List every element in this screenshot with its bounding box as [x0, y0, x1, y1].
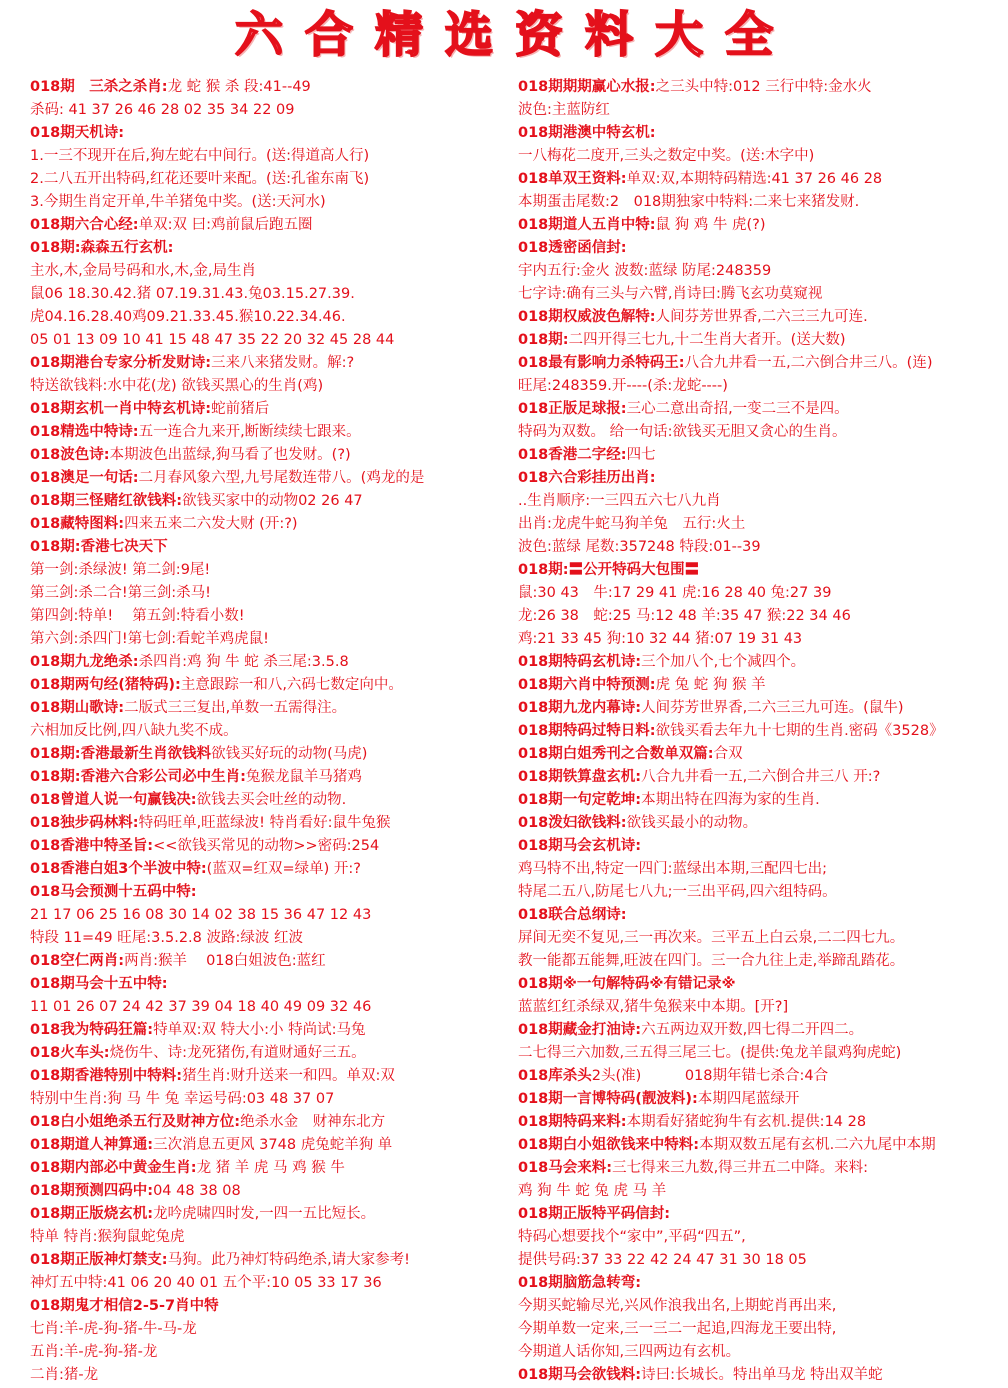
line-heading: 018期白小姐欲钱来中特料:	[518, 1137, 700, 1153]
line-heading: 018曾道人说一句赢钱决:	[30, 792, 197, 808]
text-line	[518, 375, 1008, 398]
line-text: 虎04.16.28.40鸡09.21.33.45.猴10.22.34.46.	[30, 309, 346, 325]
text-line	[518, 1111, 1008, 1134]
line-text: 七字诗:确有三头与六臂,肖诗曰:腾飞玄功莫窥视	[518, 286, 823, 302]
line-heading: 018精选中特诗:	[30, 424, 139, 440]
text-line	[30, 605, 520, 628]
title-char: 大	[655, 7, 704, 63]
line-text: 神灯五中特:41 06 20 40 01 五个平:10 05 33 17 36	[30, 1275, 382, 1291]
line-text: 11 01 26 07 24 42 37 39 04 18 40 49 09 32 46	[30, 999, 372, 1015]
text-line	[518, 1341, 1008, 1364]
line-heading: 018藏特图料:	[30, 516, 125, 532]
line-text: 特段 11=49 旺尾:3.5.2.8 波路:绿波 红波	[30, 930, 303, 946]
text-line	[30, 191, 520, 214]
line-text: 单双:双 曰:鸡前鼠后跑五圈	[138, 217, 313, 233]
line-heading: 018期天机诗:	[30, 125, 125, 141]
line-text: 四来五来二六发大财 (开:?)	[124, 516, 298, 532]
line-text: 六相加反比例,四八缺九奖不成。	[30, 723, 238, 739]
text-line	[30, 743, 520, 766]
text-line	[518, 352, 1008, 375]
line-text: 波色:蓝绿 尾数:357248 特段:01--39	[518, 539, 761, 555]
line-heading: 018期 三杀之杀肖:	[30, 79, 168, 95]
line-heading: 018期正版神灯禁支:	[30, 1252, 168, 1268]
text-line	[30, 260, 520, 283]
line-text: 龙 猪 羊 虎 马 鸡 猴 牛	[196, 1160, 345, 1176]
line-text: 波色:主蓝防红	[518, 102, 610, 118]
line-heading: 018期特码来料:	[518, 1114, 627, 1130]
line-heading: 018期马会十五中特:	[30, 976, 168, 992]
text-line	[518, 1157, 1008, 1180]
line-heading: 018期期期赢心水报:	[518, 79, 656, 95]
line-heading: 018期※一句解特码※有错记录※	[518, 976, 736, 992]
line-text: 欲钱买好玩的动物(马虎)	[211, 746, 368, 762]
text-line	[30, 1341, 520, 1364]
text-line	[30, 950, 520, 973]
text-line	[30, 1295, 520, 1318]
line-text: 绝杀水金 财神东北方	[240, 1114, 386, 1130]
text-line	[30, 99, 520, 122]
line-text: 猪生肖:财升送来一和四。单双:双	[182, 1068, 395, 1084]
line-heading: 018独步码林料:	[30, 815, 139, 831]
line-text: 本期双数五尾有玄机.二六九尾中本期	[699, 1137, 936, 1153]
line-heading: 018波色诗:	[30, 447, 110, 463]
line-text: 宇内五行:金火 波数:蓝绿 防尾:248359	[518, 263, 772, 279]
line-heading: 018期:森森五行玄机:	[30, 240, 174, 256]
line-text: <<欲钱买常见的动物>>密码:254	[153, 838, 380, 854]
text-line	[30, 1272, 520, 1295]
text-line	[518, 582, 1008, 605]
line-text: 龙:26 38 蛇:25 马:12 48 羊:35 47 猴:22 34 46	[518, 608, 851, 624]
line-text: 七肖:羊-虎-狗-猪-牛-马-龙	[30, 1321, 197, 1337]
line-heading: 018单双王资料:	[518, 171, 627, 187]
text-line	[30, 1042, 520, 1065]
text-line	[518, 904, 1008, 927]
line-text: ..生肖顺序:一三四五六七八九肖	[518, 493, 721, 509]
text-line	[30, 444, 520, 467]
text-line	[518, 1088, 1008, 1111]
text-line	[518, 490, 1008, 513]
line-heading: 018期港澳中特玄机:	[518, 125, 656, 141]
line-heading: 018期九龙绝杀:	[30, 654, 139, 670]
line-heading: 018期马会玄机诗:	[518, 838, 642, 854]
line-heading: 018联合总纲诗:	[518, 907, 627, 923]
text-line	[518, 996, 1008, 1019]
text-line	[30, 559, 520, 582]
line-text: 二月春风象六型,九号尾数连带八。(鸡龙的是	[138, 470, 425, 486]
line-heading: 018期山歌诗:	[30, 700, 125, 716]
line-text: 出肖:龙虎牛蛇马狗羊兔 五行:火土	[518, 516, 746, 532]
text-line	[30, 375, 520, 398]
text-line	[30, 306, 520, 329]
text-line	[518, 1203, 1008, 1226]
line-heading: 018期玄机一肖中特玄机诗:	[30, 401, 212, 417]
line-text: 教一能都五能舞,旺波在四门。三一合九往上走,举蹄乱踏花。	[518, 953, 905, 969]
line-heading: 018澳足一句话:	[30, 470, 139, 486]
line-heading: 018期正版特平码信封:	[518, 1206, 671, 1222]
line-text: 主水,木,金局号码和水,木,金,局生肖	[30, 263, 257, 279]
line-text: 二四开得三七九,十二生肖大者开。(送大数)	[568, 332, 846, 348]
line-text: 21 17 06 25 16 08 30 14 02 38 15 36 47 12 43	[30, 907, 372, 923]
text-line	[518, 628, 1008, 651]
line-heading: 018正版足球报:	[518, 401, 627, 417]
text-line	[30, 766, 520, 789]
line-text: 鼠06 18.30.42.猪 07.19.31.43.兔03.15.27.39.	[30, 286, 355, 302]
line-text: 特送欲钱料:水中花(龙) 欲钱买黑心的生肖(鸡)	[30, 378, 324, 394]
line-heading: 018库杀头	[518, 1068, 592, 1084]
text-line	[518, 1134, 1008, 1157]
text-line	[30, 1318, 520, 1341]
text-line	[518, 467, 1008, 490]
line-text: 第六剑:杀四门!第七剑:看蛇羊鸡虎鼠!	[30, 631, 269, 647]
line-heading: 018期港台专家分析发财诗:	[30, 355, 212, 371]
line-heading: 018空仁两肖:	[30, 953, 125, 969]
line-text: 今期买蛇输尽光,兴风作浪我出名,上期蛇肖再出来,	[518, 1298, 837, 1314]
text-line	[30, 513, 520, 536]
text-line	[518, 1019, 1008, 1042]
line-heading: 018泼妇欲钱料:	[518, 815, 627, 831]
title-char: 六	[234, 7, 283, 63]
text-line	[30, 1203, 520, 1226]
text-line	[30, 1019, 520, 1042]
line-text: 八合九井看一五,二六倒合井三八 开:?	[641, 769, 881, 785]
text-line	[518, 812, 1008, 835]
text-line	[30, 1157, 520, 1180]
text-line	[518, 927, 1008, 950]
text-line	[518, 789, 1008, 812]
text-line	[30, 1226, 520, 1249]
text-line	[518, 1226, 1008, 1249]
line-heading: 018期道人神算通:	[30, 1137, 154, 1153]
text-line	[518, 881, 1008, 904]
text-line	[518, 513, 1008, 536]
text-line	[30, 904, 520, 927]
text-line	[30, 398, 520, 421]
line-heading: 018期藏金打油诗:	[518, 1022, 642, 1038]
title-char: 精	[374, 7, 423, 63]
line-text: 人间芬芳世界香,二六三三九可连。(鼠牛)	[641, 700, 904, 716]
line-text: 鸡 狗 牛 蛇 兔 虎 马 羊	[518, 1183, 667, 1199]
line-text: 旺尾:248359.开----(杀:龙蛇----)	[518, 378, 728, 394]
text-line	[30, 582, 520, 605]
line-heading: 018期正版烧玄机:	[30, 1206, 154, 1222]
text-line	[30, 720, 520, 743]
text-line	[518, 214, 1008, 237]
title-char: 合	[304, 7, 353, 63]
line-heading: 018马会预测十五码中特:	[30, 884, 197, 900]
line-text: 第三剑:杀二合!第三剑:杀马!	[30, 585, 211, 601]
text-line	[518, 237, 1008, 260]
line-text: 二肖:猪-龙	[30, 1367, 99, 1383]
line-heading: 018期权威波色解特:	[518, 309, 656, 325]
line-text: 2头(准) 018期年错七杀合:4合	[591, 1068, 829, 1084]
text-line	[518, 191, 1008, 214]
line-text: 杀四肖:鸡 狗 牛 蛇 杀三尾:3.5.8	[138, 654, 349, 670]
line-text: 鸡马特不出,特定一四门:蓝绿出本期,三配四七出;	[518, 861, 827, 877]
line-heading: 018期三怪赌红欲钱料:	[30, 493, 183, 509]
line-heading: 018我为特码狂篇:	[30, 1022, 154, 1038]
text-line	[30, 490, 520, 513]
line-heading: 018期预测四码中:	[30, 1183, 154, 1199]
text-line	[518, 720, 1008, 743]
text-line	[30, 674, 520, 697]
text-line	[30, 697, 520, 720]
line-text: 特码为双数。 给一句话:欲钱买无胆又贪心的生肖。	[518, 424, 847, 440]
line-heading: 018期一句定乾坤:	[518, 792, 642, 808]
text-line	[518, 835, 1008, 858]
line-heading: 018火车头:	[30, 1045, 110, 1061]
line-heading: 018透密函信封:	[518, 240, 627, 256]
line-heading: 018期:	[518, 332, 569, 348]
line-heading: 018白小姐绝杀五行及财神方位:	[30, 1114, 241, 1130]
text-line	[518, 950, 1008, 973]
line-heading: 018期特码玄机诗:	[518, 654, 642, 670]
text-line	[30, 1180, 520, 1203]
text-line	[518, 1042, 1008, 1065]
line-text: 本期看好猪蛇狗牛有玄机.提供:14 28	[626, 1114, 867, 1130]
line-text: 马狗。此乃神灯特码绝杀,请大家参考!	[167, 1252, 410, 1268]
line-heading: 018期:香港最新生肖欲钱料	[30, 746, 212, 762]
line-text: 鼠 狗 鸡 牛 虎(?)	[655, 217, 766, 233]
text-line	[518, 444, 1008, 467]
line-text: 本期波色出蓝绿,狗马看了也发财。(?)	[109, 447, 351, 463]
text-line	[518, 697, 1008, 720]
text-line	[30, 858, 520, 881]
line-text: 屏间无奕不复见,三一再次来。三平五上白云泉,二二四七九。	[518, 930, 905, 946]
text-line	[518, 283, 1008, 306]
line-text: 之三头中特:012 三行中特:金水火	[655, 79, 872, 95]
line-text: 二七得三六加数,三五得三尾三七。(提供:兔龙羊鼠鸡狗虎蛇)	[518, 1045, 902, 1061]
line-heading: 018期:香港六合彩公司必中生肖:	[30, 769, 246, 785]
line-text: 05 01 13 09 10 41 15 48 47 35 22 20 32 45 28 44	[30, 332, 395, 348]
text-line	[30, 329, 520, 352]
line-text: 主意跟踪一和八,六码七数定向中。	[180, 677, 403, 693]
line-text: 本期四尾蓝绿开	[697, 1091, 800, 1107]
line-heading: 018期白姐秀刊之合数单双篇:	[518, 746, 714, 762]
line-heading: 018期:香港七决天下	[30, 539, 168, 555]
line-text: 两肖:猴羊 018白姐波色:蓝红	[124, 953, 326, 969]
text-line	[30, 927, 520, 950]
line-heading: 018期特码过特日料:	[518, 723, 656, 739]
title-char: 料	[585, 7, 634, 63]
line-text: 六五两边双开数,四七得二开四二。	[641, 1022, 864, 1038]
text-line	[518, 651, 1008, 674]
text-line	[30, 1111, 520, 1134]
line-heading: 018期六肖中特预测:	[518, 677, 656, 693]
line-heading: 018香港白姐3个半波中特:	[30, 861, 207, 877]
line-heading: 018香港二字经:	[518, 447, 627, 463]
text-line	[518, 1065, 1008, 1088]
line-heading: 018期内部必中黄金生肖:	[30, 1160, 197, 1176]
text-line	[30, 835, 520, 858]
line-heading: 018香港中特圣旨:	[30, 838, 154, 854]
line-text: 诗曰:长城长。特出单马龙 特出双羊蛇	[641, 1367, 883, 1383]
page-title	[0, 4, 1008, 70]
text-line	[518, 766, 1008, 789]
line-heading: 018期一言博特码(靓波料):	[518, 1091, 698, 1107]
line-heading: 018期六合心经:	[30, 217, 139, 233]
text-line	[30, 1134, 520, 1157]
line-text: 二版式三三复出,单数一五需得注。	[124, 700, 347, 716]
text-line	[30, 536, 520, 559]
text-line	[30, 352, 520, 375]
line-text: 三个加八个,七个减四个。	[641, 654, 806, 670]
right-column	[518, 76, 1008, 1387]
line-heading: 018期马会欲钱料:	[518, 1367, 642, 1383]
text-line	[30, 812, 520, 835]
text-line	[30, 973, 520, 996]
line-text: 04 48 38 08	[153, 1183, 241, 1199]
text-line	[518, 559, 1008, 582]
line-text: 蛇前猪后	[211, 401, 270, 417]
text-line	[518, 398, 1008, 421]
text-line	[30, 651, 520, 674]
line-text: 三来八来猪发财。解:?	[211, 355, 355, 371]
line-text: 蓝蓝红红杀绿双,猪牛兔猴来中本期。[开?]	[518, 999, 789, 1015]
text-line	[518, 1295, 1008, 1318]
line-text: 龙 蛇 猴 杀 段:41--49	[167, 79, 311, 95]
line-heading: 018最有影响力杀特码王:	[518, 355, 685, 371]
text-line	[518, 605, 1008, 628]
line-heading: 018期两句经(猪特码):	[30, 677, 181, 693]
text-line	[518, 743, 1008, 766]
text-line	[30, 881, 520, 904]
line-text: 一八梅花二度开,三头之数定中奖。(送:木字中)	[518, 148, 815, 164]
line-text: 人间芬芳世界香,二六三三九可连.	[655, 309, 868, 325]
text-line	[30, 1249, 520, 1272]
line-text: 2.二八五开出特码,红花还要叶来配。(送:孔雀东南飞)	[30, 171, 370, 187]
line-text: 特单双:双 特大小:小 特尚试:马兔	[153, 1022, 366, 1038]
line-text: 提供号码:37 33 22 42 24 47 31 30 18 05	[518, 1252, 807, 1268]
text-line	[518, 858, 1008, 881]
text-line	[518, 1318, 1008, 1341]
line-text: 今期单数一定来,三一三二一起追,四海龙王要出特,	[518, 1321, 837, 1337]
line-text: 特单 特肖:猴狗鼠蛇兔虎	[30, 1229, 185, 1245]
line-text: 特码旺单,旺蓝绿波! 特肖看好:鼠牛兔猴	[138, 815, 391, 831]
line-text: 虎 兔 蛇 狗 猴 羊	[655, 677, 766, 693]
line-text: 今期道人话你知,三四两边有玄机。	[518, 1344, 741, 1360]
line-text: 烧伤牛、诗:龙死猪伤,有道财通好三五。	[109, 1045, 366, 1061]
line-text: 第一剑:杀绿波! 第二剑:9尾!	[30, 562, 211, 578]
text-line	[518, 1364, 1008, 1387]
line-text: 鼠:30 43 牛:17 29 41 虎:16 28 40 兔:27 39	[518, 585, 832, 601]
text-line	[30, 789, 520, 812]
line-heading: 018期铁算盘玄机:	[518, 769, 642, 785]
title-char: 资	[515, 7, 564, 63]
line-heading: 018期:〓公开特码大包围〓	[518, 562, 700, 578]
text-line	[30, 214, 520, 237]
line-heading: 018期香港特别中特料:	[30, 1068, 183, 1084]
text-line	[30, 76, 520, 99]
line-text: 五一连合九来开,断断续续七跟来。	[138, 424, 361, 440]
line-text: 欲钱去买会吐丝的动物.	[196, 792, 347, 808]
line-text: 第四剑:特单! 第五剑:特看小数!	[30, 608, 245, 624]
text-line	[518, 99, 1008, 122]
text-line	[30, 421, 520, 444]
line-heading: 018六合彩挂历出肖:	[518, 470, 656, 486]
title-char: 选	[444, 7, 493, 63]
text-line	[518, 329, 1008, 352]
text-line	[30, 145, 520, 168]
line-text: 本期出特在四海为家的生肖.	[641, 792, 820, 808]
line-text: 欲钱买看去年九十七期的生肖.密码《3528》	[655, 723, 944, 739]
line-text: 鸡:21 33 45 狗:10 32 44 猪:07 19 31 43	[518, 631, 803, 647]
text-line	[518, 168, 1008, 191]
line-text: 本期蛋击尾数:2 018期独家中特料:二来七来猪发财.	[518, 194, 860, 210]
text-line	[30, 1088, 520, 1111]
text-line	[30, 283, 520, 306]
left-column	[30, 76, 520, 1387]
text-line	[518, 122, 1008, 145]
line-text: 1.一三不现开在后,狗左蛇右中间行。(送:得道高人行)	[30, 148, 370, 164]
line-text: 杀码: 41 37 26 46 28 02 35 34 22 09	[30, 102, 295, 118]
text-line	[30, 168, 520, 191]
line-text: 八合九井看一五,二六倒合井三八。(连)	[684, 355, 933, 371]
line-text: 欲钱买最小的动物。	[626, 815, 758, 831]
text-line	[30, 237, 520, 260]
text-line	[30, 1065, 520, 1088]
text-line	[518, 421, 1008, 444]
title-char: 全	[725, 7, 774, 63]
line-text: 特码心想要找个“家中”,平码“四五”,	[518, 1229, 746, 1245]
text-line	[518, 1272, 1008, 1295]
text-line	[518, 1249, 1008, 1272]
line-text: 三七得来三九数,得三井五二中降。来料:	[612, 1160, 869, 1176]
line-text: 欲钱买家中的动物02 26 47	[182, 493, 363, 509]
line-text: 三心二意出奇招,一变二三不是四。	[626, 401, 849, 417]
line-heading: 018期道人五肖中特:	[518, 217, 656, 233]
line-text: 龙吟虎啸四时发,一四一五比短长。	[153, 1206, 376, 1222]
line-text: 三次消息五更风 3748 虎兔蛇羊狗 单	[153, 1137, 393, 1153]
line-heading: 018期脑筋急转弯:	[518, 1275, 642, 1291]
line-text: 兔猴龙鼠羊马猪鸡	[245, 769, 362, 785]
line-text: 特尾二五八,防尾七八九;一三出平码,四六组特码。	[518, 884, 837, 900]
line-text: 合双	[713, 746, 743, 762]
text-line	[518, 536, 1008, 559]
line-text: 特别中生肖:狗 马 牛 兔 幸运号码:03 48 37 07	[30, 1091, 335, 1107]
line-text: 单双:双,本期特码精选:41 37 26 46 28	[626, 171, 883, 187]
text-line	[518, 260, 1008, 283]
line-heading: 018期鬼才相信2-5-7肖中特	[30, 1298, 219, 1314]
line-text: 五肖:羊-虎-狗-猪-龙	[30, 1344, 158, 1360]
text-line	[518, 973, 1008, 996]
line-text: 3.今期生肖定开单,牛羊猪兔中奖。(送:天河水)	[30, 194, 326, 210]
text-line	[518, 76, 1008, 99]
line-heading: 018马会来料:	[518, 1160, 613, 1176]
line-text: 四七	[626, 447, 656, 463]
text-line	[30, 467, 520, 490]
text-line	[30, 996, 520, 1019]
text-line	[30, 122, 520, 145]
text-line	[518, 306, 1008, 329]
text-line	[518, 145, 1008, 168]
text-line	[518, 1180, 1008, 1203]
text-line	[518, 674, 1008, 697]
line-text: (蓝双=红双=绿单) 开:?	[206, 861, 361, 877]
text-line	[30, 628, 520, 651]
text-line	[30, 1364, 520, 1387]
line-heading: 018期九龙内幕诗:	[518, 700, 642, 716]
